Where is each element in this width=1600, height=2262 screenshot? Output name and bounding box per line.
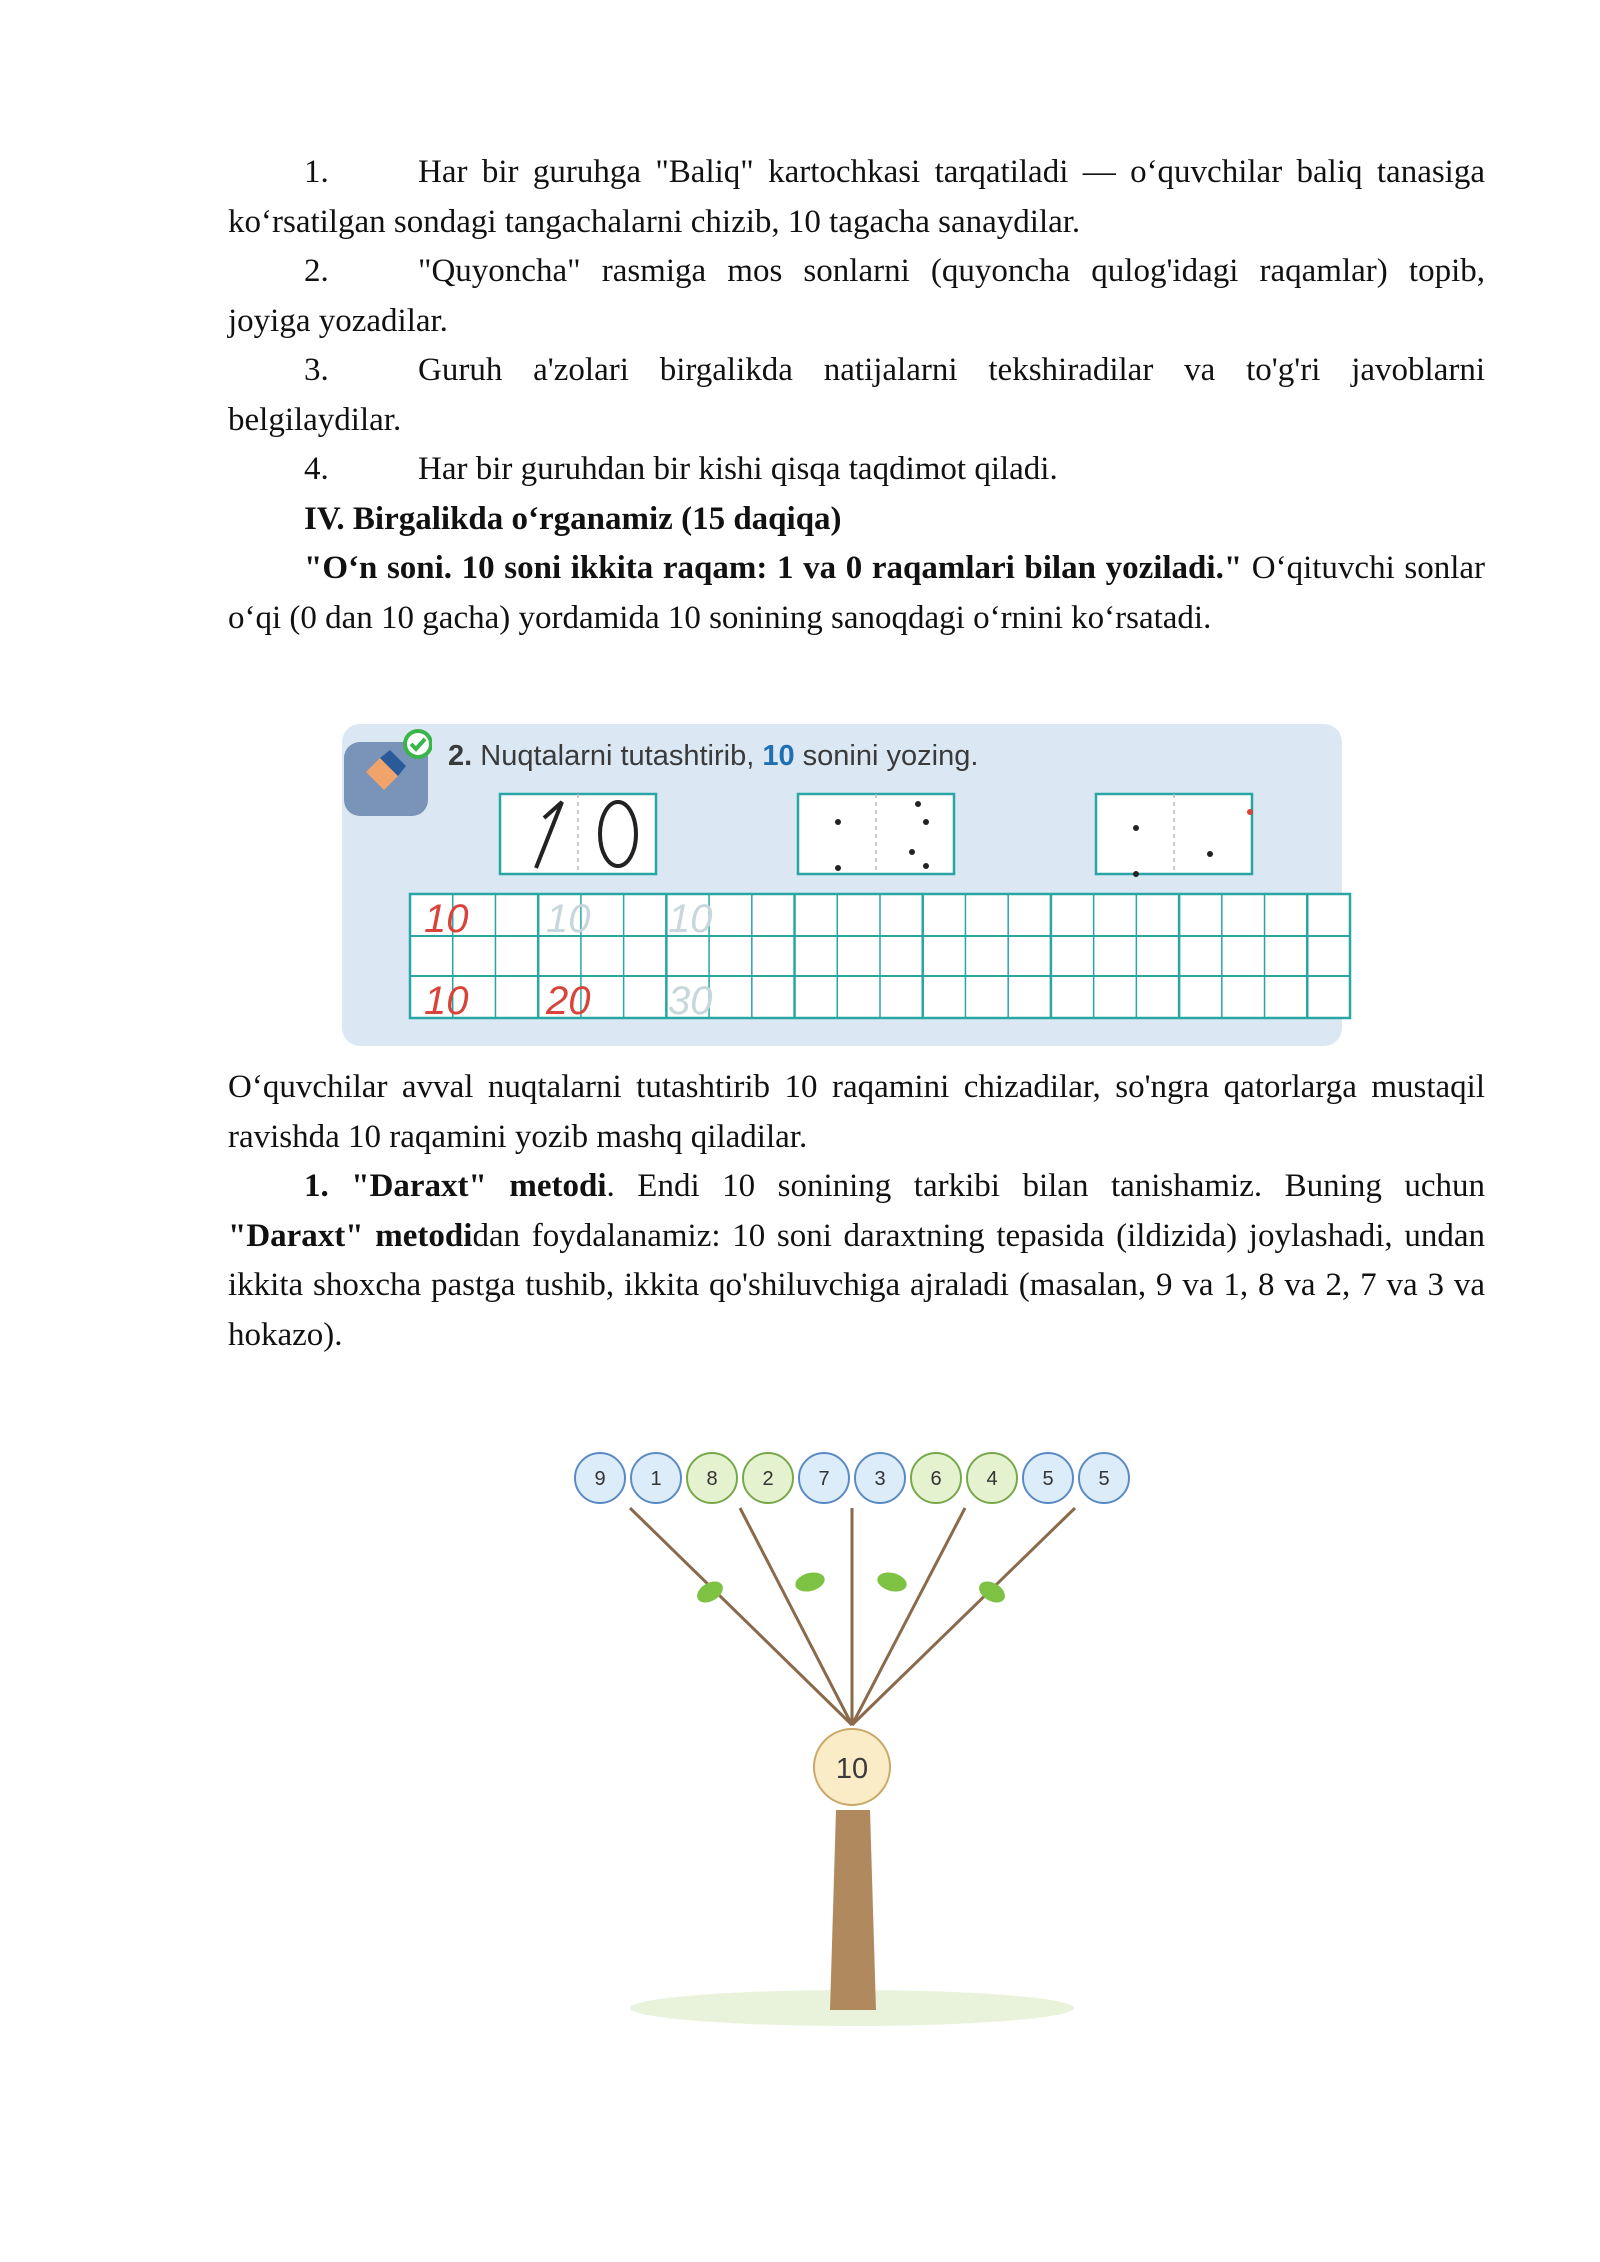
tree-root-number: 10 [835, 1753, 869, 1785]
grid-digits: 10 [424, 979, 469, 1023]
grid-digits: 10 [424, 897, 469, 941]
dot-box [798, 794, 954, 874]
list-number: 2. [304, 253, 329, 289]
list-number: 3. [304, 352, 329, 388]
grid-digits: 20 [546, 979, 591, 1023]
list-item [228, 445, 1485, 495]
tree-branches [630, 1508, 1075, 1725]
grid-digits: 10 [668, 897, 713, 941]
list-item [228, 346, 1485, 445]
list-number: 4. [304, 451, 329, 487]
grid-digits: 10 [546, 897, 591, 941]
tree-number: 6 [930, 1468, 942, 1490]
grid-digits: 30 [668, 979, 713, 1023]
dot-box [1096, 794, 1253, 877]
list-text: "Quyoncha" rasmiga mos sonlarni (quyoncha qulog'idagi raqamlar) topib, joyiga yozadilar. [228, 253, 1485, 339]
tree-number: 3 [874, 1468, 886, 1490]
tree-number: 7 [818, 1468, 830, 1490]
exercise-title: 2. Nuqtalarni tutashtirib, 10 sonini yozing. [448, 740, 979, 772]
daraxt-mid: "Daraxt" metodi [228, 1217, 473, 1254]
list-text: Guruh a'zolari birgalikda natijalarni tekshiradilar va to'g'ri javoblarni belgilaydilar. [228, 352, 1485, 438]
section-heading: IV. Birgalikda o‘rganamiz (15 daqiqa) [304, 500, 842, 537]
list-item [228, 247, 1485, 346]
dot-box-example [500, 794, 656, 874]
document-page [228, 148, 1485, 643]
tree-number: 4 [986, 1468, 998, 1490]
exercise-figure [300, 698, 1480, 1078]
daraxt-paragraph: 1. "Daraxt" metodi. Endi 10 sonining tarkibi bilan tanishamiz. Buning uchun "Daraxt" metodidan foydalanamiz: 10 soni daraxtning tepasida (ildizida) joylashadi, undan ikkita shoxcha pastga tushib, ikkita qo'shiluvchiga ajraladi (masalan, 9 va 1, 8 va 2, 7 va 3 va hokazo). [228, 1168, 1485, 1353]
exercise-drawing [300, 698, 1480, 1078]
document-page-lower [228, 1063, 1485, 1360]
tree-number: 2 [762, 1468, 774, 1490]
tree-number: 9 [594, 1468, 606, 1490]
quote-bold: "O‘n soni. 10 soni ikkita raqam: 1 va 0 raqamlari bilan yoziladi." [304, 550, 1243, 586]
quote-follow: O‘qituvchi sonlar o‘qi (0 dan 10 gacha) yordamida 10 sonining sanoqdagi o‘rnini ko‘rsatadi. [228, 550, 1486, 636]
daraxt-lead: 1. "Daraxt" metodi [304, 1168, 607, 1204]
tree-number: 1 [650, 1468, 662, 1490]
list-text: Har bir guruhga "Baliq" kartochkasi tarqatiladi — o‘quvchilar baliq tanasiga ko‘rsatilgan sondagi tangachalarni chizib, 10 tagacha sanaydilar. [228, 154, 1485, 240]
after-exercise-paragraph: O‘quvchilar avval nuqtalarni tutashtirib 10 raqamini chizadilar, so'ngra qatorlarga mustaqil ravishda 10 raqamini yozib mashq qiladilar. [228, 1069, 1485, 1155]
tree-number: 5 [1042, 1468, 1054, 1490]
list-text: Har bir guruhdan bir kishi qisqa taqdimot qiladi. [418, 451, 1058, 487]
tree-figure [540, 1360, 1190, 2060]
tree-drawing [540, 1360, 1190, 2060]
list-number: 1. [304, 154, 329, 190]
tree-number: 8 [706, 1468, 718, 1490]
tree-number: 5 [1098, 1468, 1110, 1490]
quote-paragraph [228, 544, 1485, 643]
tree-trunk [830, 1810, 876, 2010]
list-item [228, 148, 1485, 247]
